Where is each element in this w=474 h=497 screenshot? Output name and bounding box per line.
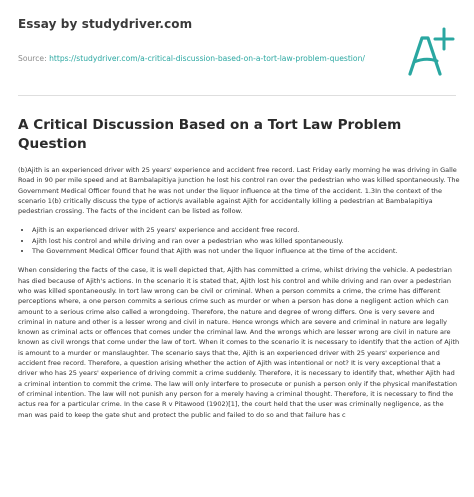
essay-title: A Critical Discussion Based on a Tort Law Problem Question bbox=[18, 117, 402, 152]
site-title: Essay by studydriver.com bbox=[18, 17, 193, 31]
list-item: • Ajith lost his control and while driving and ran over a pedestrian who was killed spontaneously. bbox=[32, 236, 460, 246]
intro-paragraph: (b)Ajith is an experienced driver with 25 years' experience and accident free record. Last Friday early morning he was driving in Galle Road in 90 per mile speed and at Bambalapitiya junction he lost his control ran over the pedestrian who was killed spontaneously. The Government Medical Officer found that he was not under the liquor influence at the time of the accident. 1.3In the context of the scenario 1(b) critically discuss the type of action/s available against Ajith for accidentally killing a pedestrian at Bambalapitiya pedestrian crossing. The facts of the incident can be listed as follow. bbox=[18, 166, 460, 216]
essay-body bbox=[18, 165, 460, 429]
analysis-paragraph: When considering the facts of the case, it is well depicted that, Ajith has committed a crime, whilst driving the vehicle. A pedestrian has died because of Ajith's actions. In the scenario it is stated that, Ajith lost his control and while driving and ran over a pedestrian who was killed spontaneously. In tort law wrong can be civil or criminal. When a person commits a crime, the crime has different perceptions where, a one person commits a serious crime such as murder or when a person has done a negligent action which can amount to a serious crime also called a wrongdoing. Therefore, the nature and degree of wrong differs. One is very severe and criminal in nature and other is a lesser wrong and civil in nature. Hence wrongs which are severe and criminal in nature are legally known as criminal acts or offences that comes under the criminal law. And the wrongs which are lesser wrong are civil in nature are known as civil wrongs that come under the law of tort. When it comes to the scenario it is necessary to identify that the action of Ajith is amount to a murder or manslaughter. The scenario says that the, Ajith is an experienced driver with 25 years' experience and accident free record. Therefore, a question arising whether the action of Ajith was intentional or not? It is very exceptional that a driver who has 25 years' experience of driving commit a crime suddenly. Therefore, it is necessary to identify that, whether Ajith had a criminal intention to commit the crime. The law will only interfere to prosecute or punish a person only if the physical manifestation of criminal intention. The law will not punish any person for a merely having a criminal thought. Therefore, it is necessary to find the actus rea for a particular crime. In the case R v Pitawood (1902)[1], the court held that the user was criminally negligence, as the man was paid to keep the gate shut and protect the public and failed to do so and that failure has c bbox=[18, 266, 460, 419]
a-plus-logo-icon bbox=[400, 26, 456, 82]
source-link[interactable]: https://studydriver.com/a-critical-discussion-based-on-a-tort-law-problem-question/ bbox=[49, 54, 365, 63]
source-label: Source: bbox=[18, 54, 50, 63]
source-line bbox=[18, 53, 378, 64]
list-item: • The Government Medical Officer found that Ajith was not under the liquor influence at the time of the accident. bbox=[32, 246, 460, 256]
header-divider bbox=[18, 95, 456, 96]
list-item: • Ajith is an experienced driver with 25 years' experience and accident free record. bbox=[32, 225, 460, 235]
facts-list bbox=[18, 225, 460, 256]
